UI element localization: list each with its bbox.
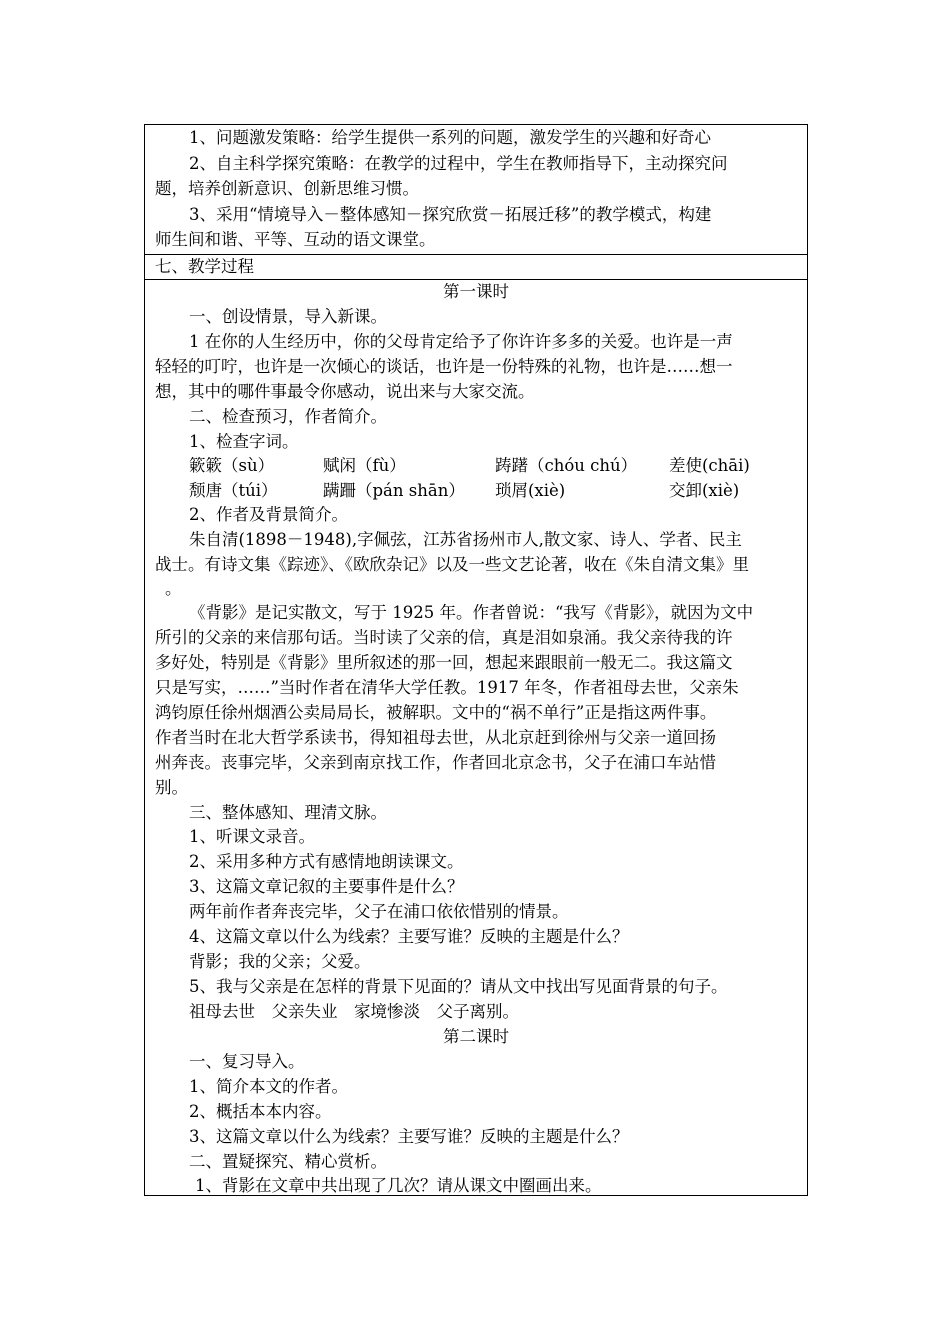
lesson1-heading: 第一课时 xyxy=(443,282,509,301)
author-bio-line2: 战士。有诗文集《踪迹》、《欧欣杂记》以及一些文艺论著，收在《朱自清文集》里 xyxy=(155,555,749,574)
background-line2: 所引的父亲的来信那句话。当时读了父亲的信，真是泪如泉涌。我父亲待我的许 xyxy=(155,628,733,647)
lesson-plan-table xyxy=(144,124,808,1196)
lesson2-item1: 1、简介本文的作者。 xyxy=(189,1077,348,1096)
section-title: 七、教学过程 xyxy=(155,257,254,276)
lesson1-intro-line2: 轻轻的叮咛，也许是一次倾心的谈话，也许是一份特殊的礼物，也许是……想一 xyxy=(155,357,733,376)
background-line5: 鸿钧原任徐州烟酒公卖局局长，被解职。文中的“祸不单行”正是指这两件事。 xyxy=(155,703,717,722)
lesson1-intro-line3: 想，其中的哪件事最令你感动，说出来与大家交流。 xyxy=(155,382,535,401)
lesson1-author-title: 2、作者及背景简介。 xyxy=(189,505,348,524)
background-line6: 作者当时在北大哲学系读书，得知祖母去世，从北京赶到徐州与父亲一道回扬 xyxy=(155,728,716,747)
background-line4: 只是写实，……”当时作者在清华大学任教。1917 年冬，作者祖母去世，父亲朱 xyxy=(155,678,739,697)
background-line8: 别。 xyxy=(155,778,188,797)
lesson2-item2: 2、概括本本内容。 xyxy=(189,1102,332,1121)
lesson1-step2: 二、检查预习，作者简介。 xyxy=(189,407,387,426)
strategy-2-line1: 2、自主科学探究策略：在教学的过程中，学生在教师指导下，主动探究问 xyxy=(189,154,728,173)
vocab-word: 交卸(xiè) xyxy=(669,481,740,500)
strategy-1: 1、问题激发策略：给学生提供一系列的问题，激发学生的兴趣和好奇心 xyxy=(189,128,711,147)
background-line3: 多好处，特别是《背影》里所叙述的那一回，想起来跟眼前一般无二。我这篇文 xyxy=(155,653,733,672)
author-bio-line3: 。 xyxy=(165,579,182,598)
strategy-3-line2: 师生间和谐、平等、互动的语文课堂。 xyxy=(155,230,436,249)
lesson1-step3: 三、整体感知、理清文脉。 xyxy=(189,803,387,822)
lesson2-item3: 3、这篇文章以什么为线索？主要写谁？反映的主题是什么？ xyxy=(189,1127,629,1146)
vocab-word: 颓唐（túi） xyxy=(189,481,278,500)
lesson2-step1: 一、复习导入。 xyxy=(189,1052,305,1071)
lesson2-step2: 二、置疑探究、精心赏析。 xyxy=(189,1152,387,1171)
lesson1-vocab-title: 1、检查字词。 xyxy=(189,432,299,451)
author-bio-line1: 朱自清(1898－1948),字佩弦，江苏省扬州市人,散文家、诗人、学者、民主 xyxy=(189,530,742,549)
background-line7: 州奔丧。丧事完毕，父亲到南京找工作，作者回北京念书，父子在浦口车站惜 xyxy=(155,753,716,772)
lesson1-item2: 2、采用多种方式有感情地朗读课文。 xyxy=(189,852,464,871)
lesson1-item4: 4、这篇文章以什么为线索？主要写谁？反映的主题是什么？ xyxy=(189,927,629,946)
background-line1: 《背影》是记实散文，写于 1925 年。作者曾说：“我写《背影》，就因为文中 xyxy=(189,603,754,622)
lesson1-item3: 3、这篇文章记叙的主要事件是什么？ xyxy=(189,877,464,896)
vocab-word: 簌簌（sù） xyxy=(189,456,275,475)
lesson1-answer4: 背影；我的父亲；父爱。 xyxy=(189,952,371,971)
lesson2-heading: 第二课时 xyxy=(443,1027,509,1046)
lesson2-item4: 1、背影在文章中共出现了几次？请从课文中圈画出来。 xyxy=(195,1176,602,1195)
lesson1-item5: 5、我与父亲是在怎样的背景下见面的？请从文中找出写见面背景的句子。 xyxy=(189,977,728,996)
vocab-word: 赋闲（fù） xyxy=(323,456,406,475)
vocab-word: 蹒跚（pán shān） xyxy=(323,481,465,500)
vocab-word: 踌躇（chóu chú） xyxy=(495,456,638,475)
lesson1-step1: 一、创设情景，导入新课。 xyxy=(189,307,387,326)
lesson1-intro-line1: 1 在你的人生经历中，你的父母肯定给予了你许许多多的关爱。也许是一声 xyxy=(189,332,733,351)
strategy-3-line1: 3、采用“情境导入－整体感知－探究欣赏－拓展迁移”的教学模式，构建 xyxy=(189,205,712,224)
vocab-word: 差使(chāi) xyxy=(669,456,750,475)
strategy-2-line2: 题，培养创新意识、创新思维习惯。 xyxy=(155,179,419,198)
vocab-word: 琐屑(xiè) xyxy=(495,481,566,500)
lesson1-answer3: 两年前作者奔丧完毕，父子在浦口依依惜别的情景。 xyxy=(189,902,569,921)
lesson1-answer5: 祖母去世 父亲失业 家境惨淡 父子离别。 xyxy=(189,1002,519,1021)
lesson1-item1: 1、听课文录音。 xyxy=(189,827,315,846)
